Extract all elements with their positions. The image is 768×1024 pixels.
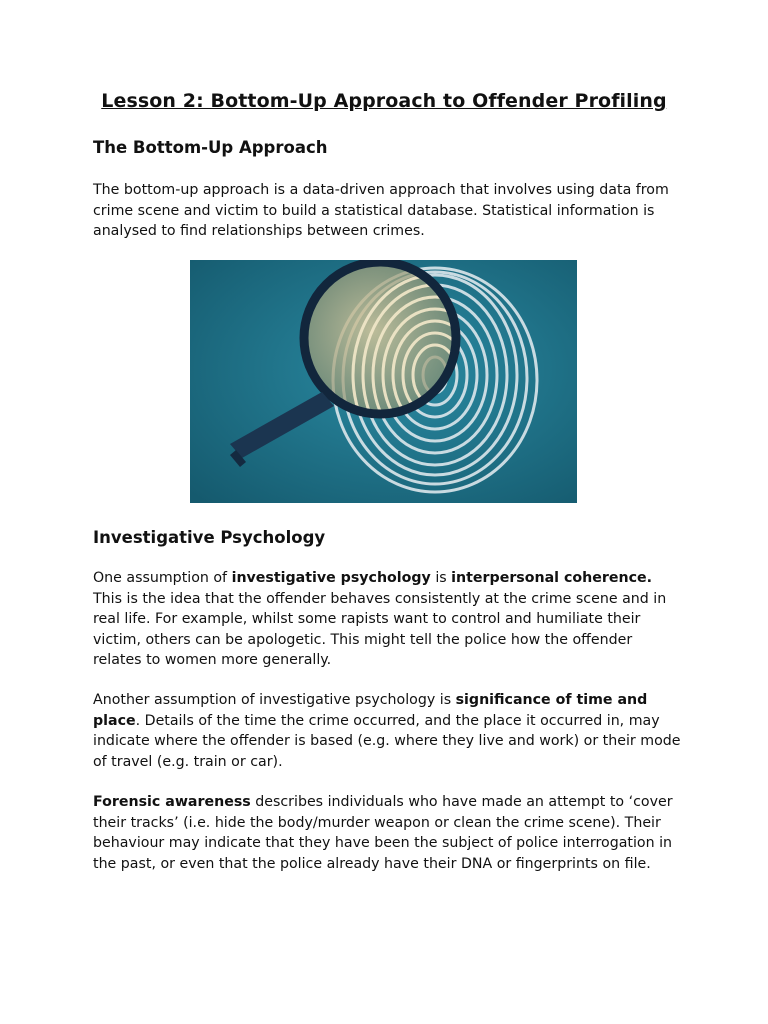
- forensic-awareness-paragraph: Forensic awareness describes individuals who have made an attempt to ‘cover their tracks’ (i.e. hide the body/murder weapon or clean the crime scene). Their behaviour may indicate that they have been the subject of police interrogation in the past, or even that the police already have their DNA or fingerprints on file.: [93, 794, 673, 872]
- document-title: Lesson 2: Bottom-Up Approach to Offender Profiling: [101, 90, 667, 112]
- section-heading-investigative-psychology: Investigative Psychology: [93, 528, 326, 547]
- term-interpersonal-coherence: interpersonal coherence.: [451, 570, 652, 586]
- term-forensic-awareness: Forensic awareness: [93, 794, 251, 810]
- fingerprint-magnifier-icon: [190, 260, 577, 503]
- section-heading-bottom-up: The Bottom-Up Approach: [93, 138, 328, 157]
- fingerprint-image: [190, 260, 577, 503]
- time-and-place-paragraph: Another assumption of investigative psychology is significance of time and place. Details of the time the crime occurred, and the place it occurred in, may indicate where the offender is based (e.g. where they live and work) or their mode of travel (e.g. train or car).: [93, 692, 681, 770]
- term-investigative-psychology: investigative psychology: [231, 570, 431, 586]
- term-significance-of-time-and-place: significance of time and place: [93, 692, 648, 729]
- interpersonal-coherence-paragraph: One assumption of investigative psychology is interpersonal coherence. This is the idea that the offender behaves consistently at the crime scene and in real life. For example, whilst some rapists want to control and humiliate their victim, others can be apologetic. This might tell the police how the offender relates to women more generally.: [93, 570, 667, 668]
- bottom-up-paragraph: The bottom-up approach is a data-driven approach that involves using data from crime scene and victim to build a statistical database. Statistical information is analysed to find relationships between crimes.: [93, 182, 669, 239]
